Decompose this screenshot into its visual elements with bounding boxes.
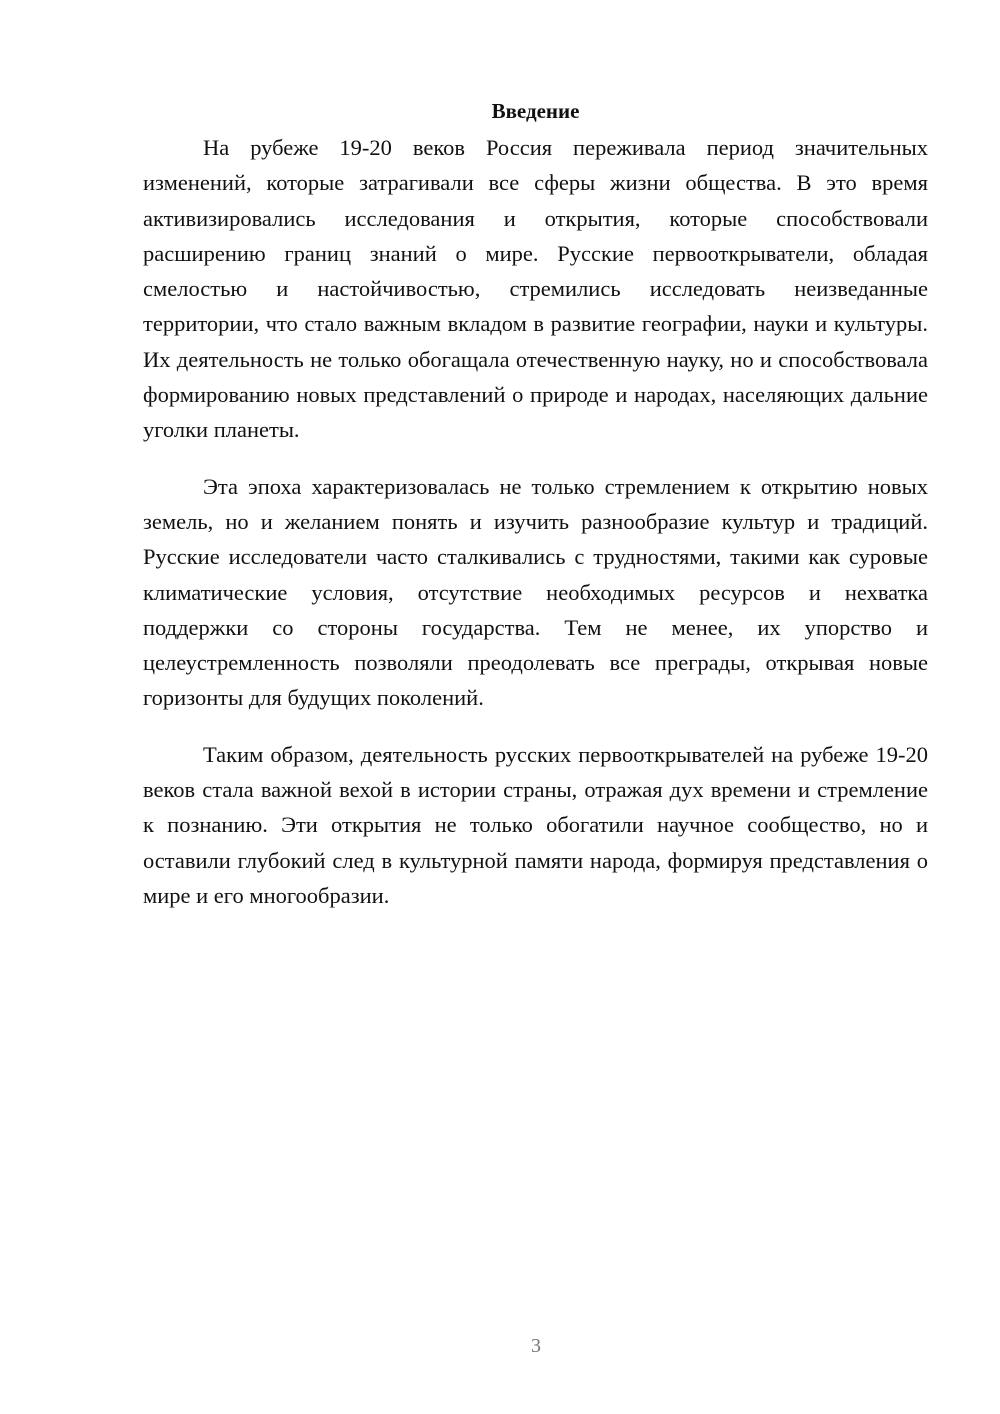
page-number: 3 [531, 1335, 541, 1357]
page-title: Введение [491, 99, 580, 123]
document-body [143, 96, 928, 934]
paragraph-2: Эта эпоха характеризовалась не только стремлением к открытию новых земель, но и желанием понять и изучить разнообразие культур и традиций. Русские исследователи часто сталкивались с трудностями, такими как суровые климатические условия, отсутствие необходимых ресурсов и нехватка поддержки со стороны государства. Тем не менее, их упорство и целеустремленность позволяли преодолевать все преграды, открывая новые горизонты для будущих поколений. [143, 473, 928, 711]
paragraph-1: На рубеже 19-20 веков Россия переживала период значительных изменений, которые затрагивали все сферы жизни общества. В это время активизировались исследования и открытия, которые способствовали расширению границ знаний о мире. Русские первооткрыватели, обладая смелостью и настойчивостью, стремились исследовать неизведанные территории, что стало важным вкладом в развитие географии, науки и культуры. Их деятельность не только обогащала отечественную науку, но и способствовала формированию новых представлений о природе и народах, населяющих дальние уголки планеты. [143, 135, 928, 443]
paragraph-3: Таким образом, деятельность русских первооткрывателей на рубеже 19-20 веков стала важной вехой в истории страны, отражая дух времени и стремление к познанию. Эти открытия не только обогатили научное сообщество, но и оставили глубокий след в культурной памяти народа, формируя представления о мире и его многообразии. [143, 741, 928, 908]
